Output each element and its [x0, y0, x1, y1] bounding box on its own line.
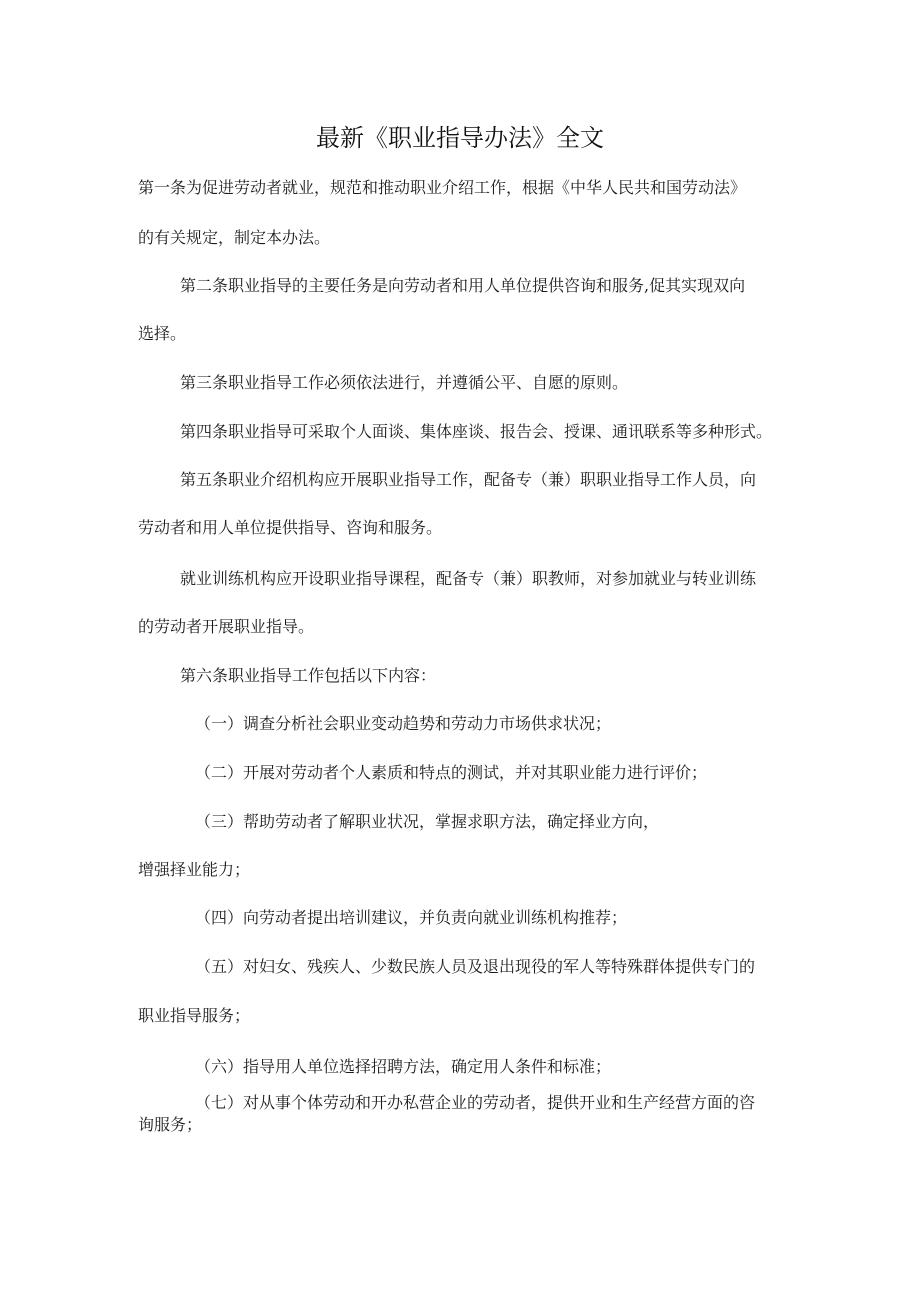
item-4: （四）向劳动者提出培训建议，并负责向就业训练机构推荐；	[195, 908, 628, 927]
item-7-line-1: （七）对从事个体劳动和开办私营企业的劳动者，提供开业和生产经营方面的咨	[195, 1093, 756, 1112]
training-paragraph-line-1: 就业训练机构应开设职业指导课程，配备专（兼）职教师，对参加就业与转业训练	[180, 569, 757, 588]
article-4: 第四条职业指导可采取个人面谈、集体座谈、报告会、授课、通讯联系等多种形式。	[180, 422, 773, 441]
article-6-intro: 第六条职业指导工作包括以下内容：	[180, 666, 437, 685]
item-1: （一）调查分析社会职业变动趋势和劳动力市场供求状况；	[195, 714, 612, 733]
article-2-line-1: 第二条职业指导的主要任务是向劳动者和用人单位提供咨询和服务,促其实现双向	[180, 276, 746, 295]
item-5-line-1: （五）对妇女、残疾人、少数民族人员及退出现役的军人等特殊群体提供专门的	[195, 957, 756, 976]
training-paragraph-line-2: 的劳动者开展职业指导。	[138, 617, 315, 636]
item-2: （二）开展对劳动者个人素质和特点的测试，并对其职业能力进行评价；	[195, 763, 708, 782]
item-7-line-2: 询服务；	[138, 1115, 203, 1134]
article-5-line-1: 第五条职业介绍机构应开展职业指导工作，配备专（兼）职职业指导工作人员，向	[180, 470, 757, 489]
article-1-line-2: 的有关规定，制定本办法。	[138, 228, 331, 247]
item-5-line-2: 职业指导服务；	[138, 1006, 251, 1025]
document-title: 最新《职业指导办法》全文	[316, 124, 604, 152]
item-6: （六）指导用人单位选择招聘方法，确定用人条件和标准；	[195, 1057, 612, 1076]
item-3-line-1: （三）帮助劳动者了解职业状况，掌握求职方法，确定择业方向，	[195, 812, 660, 831]
article-3: 第三条职业指导工作必须依法进行，并遵循公平、自愿的原则。	[180, 373, 629, 392]
article-2-line-2: 选择。	[138, 324, 187, 343]
item-3-line-2: 增强择业能力；	[138, 860, 251, 879]
article-5-line-2: 劳动者和用人单位提供指导、咨询和服务。	[138, 518, 443, 537]
article-1-line-1: 第一条为促进劳动者就业，规范和推动职业介绍工作，根据《中华人民共和国劳动法》	[138, 178, 747, 197]
